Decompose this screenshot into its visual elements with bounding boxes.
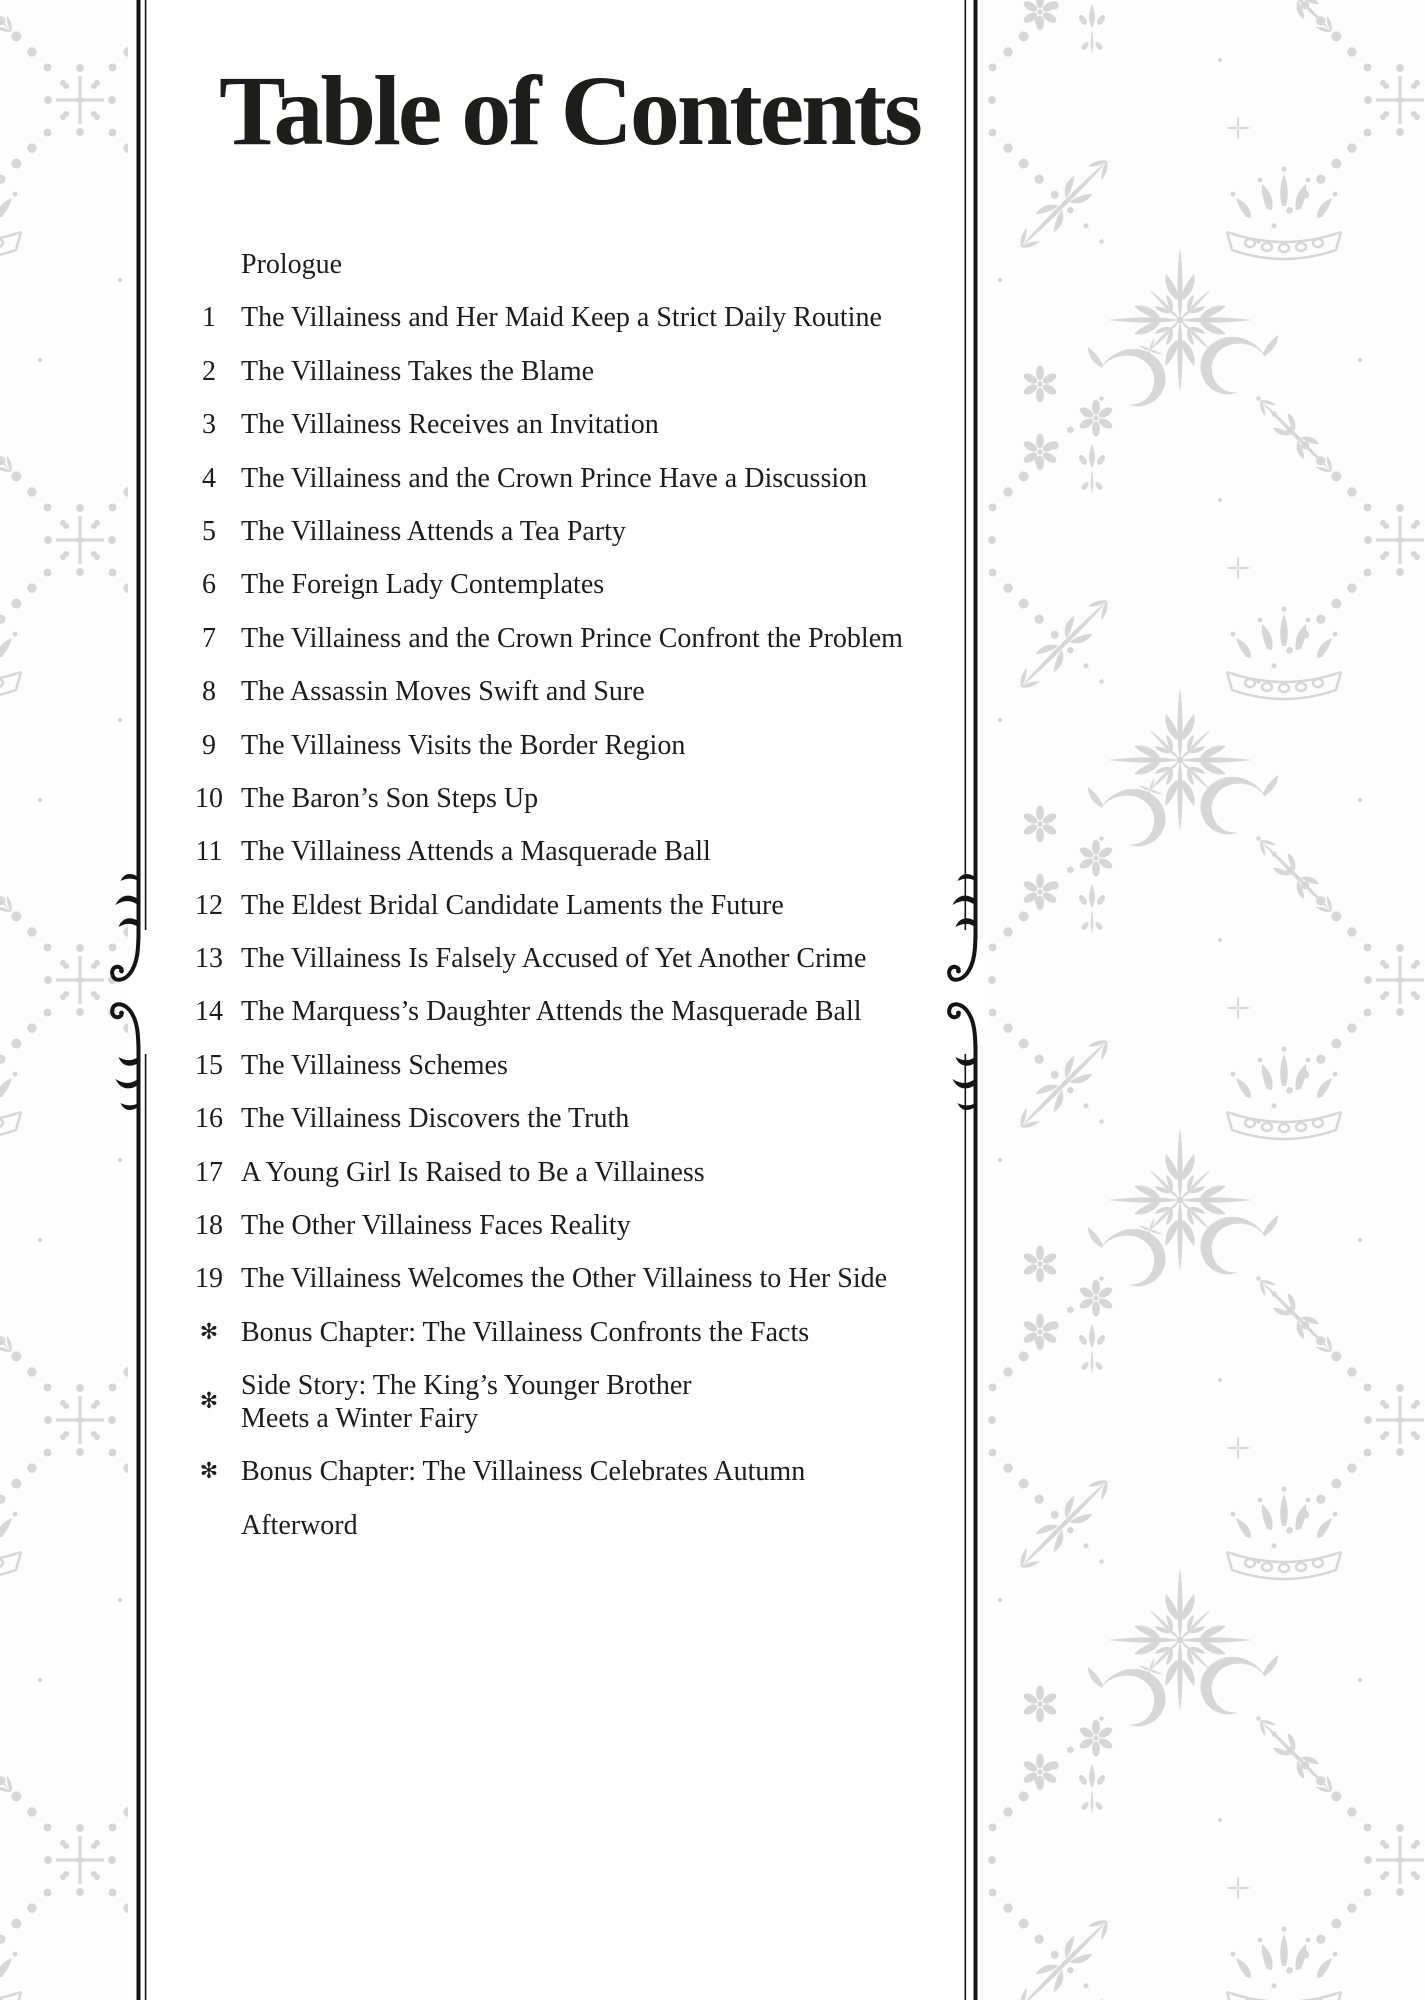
- toc-entry-label: The Villainess Takes the Blame: [241, 355, 595, 387]
- toc-entry-label: The Marquess’s Daughter Attends the Masquerade Ball: [241, 996, 862, 1028]
- toc-entry-marker: 8: [202, 676, 216, 708]
- toc-entry-marker: 10: [195, 782, 223, 814]
- toc-entry[interactable]: [0, 612, 903, 665]
- toc-entry[interactable]: [0, 291, 903, 344]
- toc-entry-marker: 2: [202, 355, 216, 387]
- toc-entry-label: Bonus Chapter: The Villainess Celebrates Autumn: [241, 1456, 806, 1488]
- toc-entry-marker: 9: [202, 729, 216, 761]
- toc-entry[interactable]: [0, 452, 903, 505]
- toc-entry-marker: 11: [195, 836, 223, 868]
- toc-entry-label: The Other Villainess Faces Reality: [241, 1210, 631, 1242]
- toc-entry-marker: 5: [202, 515, 216, 547]
- toc-entry-marker: [194, 238, 224, 291]
- toc-entry[interactable]: [0, 1359, 903, 1445]
- toc-entry-marker: 13: [195, 943, 223, 975]
- toc-entry-label: The Eldest Bridal Candidate Laments the Future: [241, 889, 784, 921]
- toc-entry-label: The Assassin Moves Swift and Sure: [241, 676, 645, 708]
- toc-entry-marker: ✻: [199, 1319, 219, 1345]
- toc-entry[interactable]: [0, 772, 903, 825]
- toc-entry[interactable]: [0, 1199, 903, 1252]
- toc-entry-label: The Villainess Attends a Tea Party: [241, 515, 626, 547]
- toc-entry-marker: 14: [195, 996, 223, 1028]
- toc-entry-label: The Baron’s Son Steps Up: [241, 782, 539, 814]
- toc-entry[interactable]: [0, 665, 903, 718]
- toc-entry-label: Prologue: [241, 249, 343, 280]
- toc-list: [0, 238, 903, 1552]
- toc-entry[interactable]: [0, 558, 903, 611]
- toc-entry[interactable]: [0, 825, 903, 878]
- toc-entry[interactable]: [0, 1445, 903, 1498]
- toc-entry-label: The Villainess and the Crown Prince Have a Discussion: [241, 462, 868, 494]
- toc-entry-marker: 12: [195, 889, 223, 921]
- toc-entry[interactable]: [0, 1039, 903, 1092]
- toc-entry[interactable]: [0, 1306, 903, 1359]
- toc-entry-marker: 1: [202, 302, 216, 334]
- toc-entry[interactable]: [0, 505, 903, 558]
- toc-entry-marker: 7: [202, 622, 216, 654]
- toc-entry[interactable]: [0, 1146, 903, 1199]
- toc-entry[interactable]: [0, 879, 903, 932]
- toc-entry-marker: 16: [195, 1103, 223, 1135]
- toc-entry-marker: [194, 1499, 224, 1552]
- toc-entry-marker: 18: [195, 1210, 223, 1242]
- toc-entry-marker: 4: [202, 462, 216, 494]
- toc-entry-marker: 15: [195, 1049, 223, 1081]
- toc-entry-label: The Foreign Lady Contemplates: [241, 569, 605, 601]
- toc-entry[interactable]: [0, 238, 903, 291]
- toc-entry-label: The Villainess Welcomes the Other Villainess to Her Side: [241, 1263, 888, 1295]
- toc-entry[interactable]: [0, 932, 903, 985]
- toc-entry[interactable]: [0, 1499, 903, 1552]
- toc-entry-marker: 19: [195, 1263, 223, 1295]
- toc-entry-label: Bonus Chapter: The Villainess Confronts the Facts: [241, 1316, 810, 1348]
- toc-entry-marker: ✻: [199, 1459, 219, 1485]
- toc-entry-label: The Villainess Receives an Invitation: [241, 409, 659, 441]
- toc-entry-label: The Villainess Visits the Border Region: [241, 729, 686, 761]
- page-title: Table of Contents: [219, 55, 920, 166]
- toc-entry[interactable]: [0, 345, 903, 398]
- toc-entry-marker: 6: [202, 569, 216, 601]
- toc-entry-label: The Villainess Schemes: [241, 1049, 508, 1081]
- toc-entry-marker: ✻: [199, 1389, 219, 1415]
- toc-entry[interactable]: [0, 985, 903, 1038]
- toc-entry-label: The Villainess and the Crown Prince Confront the Problem: [241, 622, 903, 654]
- toc-entry-label: The Villainess Attends a Masquerade Ball: [241, 836, 711, 868]
- toc-entry-label: Afterword: [241, 1509, 358, 1541]
- toc-entry-marker: 17: [195, 1156, 223, 1188]
- toc-entry-marker: 3: [202, 409, 216, 441]
- toc-entry[interactable]: [0, 1092, 903, 1145]
- toc-entry-label: The Villainess Discovers the Truth: [241, 1103, 630, 1135]
- toc-entry-label: The Villainess Is Falsely Accused of Yet Another Crime: [241, 943, 867, 975]
- toc-entry-label: Side Story: The King’s Younger Brother Meets a Winter Fairy: [241, 1370, 692, 1435]
- toc-entry[interactable]: [0, 398, 903, 451]
- toc-entry[interactable]: [0, 719, 903, 772]
- toc-entry-label: The Villainess and Her Maid Keep a Strict Daily Routine: [241, 302, 882, 334]
- toc-entry[interactable]: [0, 1252, 903, 1305]
- toc-entry-label: A Young Girl Is Raised to Be a Villainess: [241, 1156, 705, 1188]
